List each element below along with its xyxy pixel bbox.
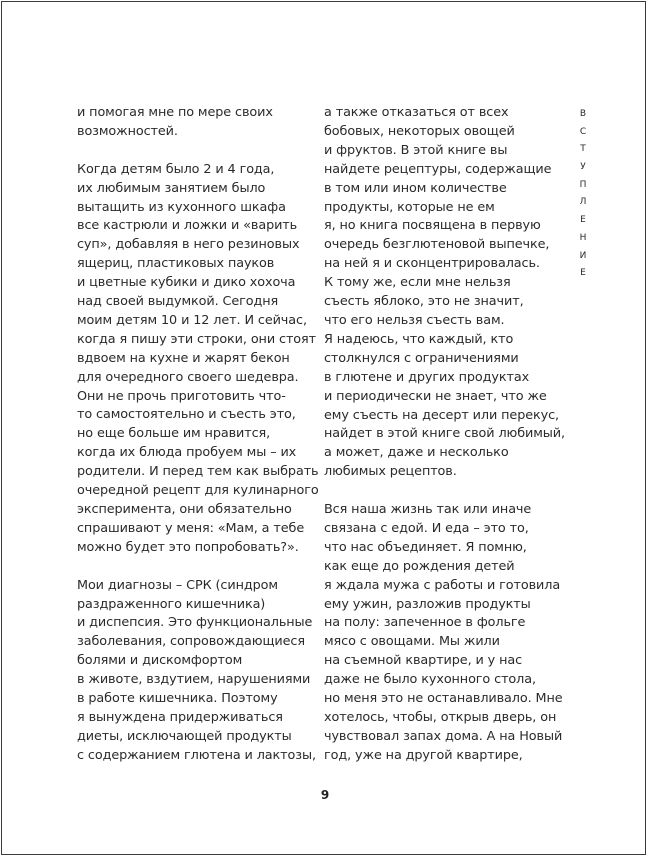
text-line: и фруктов. В этой книге вы <box>324 142 508 158</box>
text-line: заболевания, сопровождающиеся <box>77 634 305 650</box>
text-line: столкнулся с ограничениями <box>324 350 519 366</box>
text-line: но еще больше им нравится, <box>77 426 271 442</box>
right-paragraph-1 <box>324 104 564 482</box>
text-line: на полу: запеченное в фольге <box>324 615 526 631</box>
text-line: Они не прочь приготовить что- <box>77 388 286 404</box>
text-line: как еще до рождения детей <box>324 558 515 574</box>
text-line: очередь безглютеновой выпечке, <box>324 237 550 253</box>
text-line: спрашивают у меня: «Мам, а тебе <box>77 520 305 536</box>
text-line: болями и дискомфортом <box>77 653 243 669</box>
right-text-column <box>324 104 564 766</box>
text-line: когда их блюда пробуем мы – их <box>77 445 297 461</box>
text-line: ящериц, пластиковых пауков <box>77 256 275 272</box>
left-text-column <box>77 104 319 766</box>
text-line: продукты, которые не ем <box>324 199 495 215</box>
text-line: эксперимента, они обязательно <box>77 502 292 518</box>
text-line: в глютене и других продуктах <box>324 369 530 385</box>
text-line: вытащить из кухонного шкафа <box>77 199 286 215</box>
side-label-letter: Л <box>579 197 587 208</box>
side-label-letter: Т <box>580 144 586 155</box>
text-line: моим детям 10 и 12 лет. И сейчас, <box>77 312 307 328</box>
text-line: мясо с овощами. Мы жили <box>324 634 500 650</box>
text-line: над своей выдумкой. Сегодня <box>77 294 279 310</box>
text-line: что нас объединяет. Я помню, <box>324 539 527 555</box>
text-line: что его нельзя съесть вам. <box>324 312 505 328</box>
text-line: суп», добавляя в него резиновых <box>77 237 300 253</box>
text-line: Я надеюсь, что каждый, кто <box>324 331 514 347</box>
text-line: на съемной квартире, и у нас <box>324 653 523 669</box>
text-line: все кастрюли и ложки и «варить <box>77 218 298 234</box>
text-line: диеты, исключающей продукты <box>77 728 292 744</box>
text-line: съесть яблоко, это не значит, <box>324 294 524 310</box>
left-paragraph-1 <box>77 104 309 142</box>
page-number: 9 <box>320 788 330 802</box>
paragraph-gap <box>77 142 309 161</box>
side-label-letter: И <box>579 250 587 261</box>
text-line: связана с едой. И еда – это то, <box>324 520 529 536</box>
text-line: в животе, вздутием, нарушениями <box>77 672 311 688</box>
text-line: любимых рецептов. <box>324 464 457 480</box>
text-line: я, но книга посвящена в первую <box>324 218 541 234</box>
section-side-label <box>575 106 591 283</box>
text-line: найдет в этой книге свой любимый, <box>324 426 565 442</box>
text-line: я ждала мужа с работы и готовила <box>324 577 561 593</box>
text-line: найдете рецептуры, содержащие <box>324 161 552 177</box>
text-line: возможностей. <box>77 123 178 139</box>
text-line: вдвоем на кухне и жарят бекон <box>77 350 290 366</box>
text-line: но меня это не останавливало. Мне <box>324 691 563 707</box>
text-line: Мои диагнозы – СРК (синдром <box>77 577 278 593</box>
paragraph-gap <box>324 482 564 501</box>
text-line: я вынуждена придерживаться <box>77 709 283 725</box>
text-line: Вся наша жизнь так или иначе <box>324 502 532 518</box>
text-line: для очередного своего шедевра. <box>77 369 299 385</box>
side-label-letter: У <box>580 162 586 173</box>
text-line: их любимым занятием было <box>77 180 266 196</box>
text-line: К тому же, если мне нельзя <box>324 275 511 291</box>
text-line: а может, даже и несколько <box>324 445 509 461</box>
text-line: когда я пишу эти строки, они стоят <box>77 331 316 347</box>
text-line: и периодически не знает, что же <box>324 388 547 404</box>
text-line: в работе кишечника. Поэтому <box>77 691 278 707</box>
side-label-letter: Е <box>580 215 586 226</box>
side-label-letter: Е <box>580 268 586 279</box>
text-line: ему съесть на десерт или перекус, <box>324 407 559 423</box>
text-line: родители. И перед тем как выбрать <box>77 464 319 480</box>
left-paragraph-3 <box>77 577 316 766</box>
text-line: раздраженного кишечника) <box>77 596 266 612</box>
text-line: даже не было кухонного стола, <box>324 672 536 688</box>
text-line: то самостоятельно и съесть это, <box>77 407 296 423</box>
text-line: и диспепсия. Это функциональные <box>77 615 313 631</box>
text-line: ему ужин, разложив продукты <box>324 596 531 612</box>
text-line: на ней я и сконцентрировалась. <box>324 256 540 272</box>
right-paragraph-2 <box>324 501 564 766</box>
side-label-letter: С <box>579 126 587 137</box>
left-paragraph-2 <box>77 161 319 558</box>
text-line: хотелось, чтобы, открыв дверь, он <box>324 709 557 725</box>
text-line: чувствовал запах дома. А на Новый <box>324 728 563 744</box>
text-line: бобовых, некоторых овощей <box>324 123 515 139</box>
side-label-letter: П <box>579 179 587 190</box>
text-line: и цветные кубики и дико хохоча <box>77 275 296 291</box>
paragraph-gap <box>77 558 309 577</box>
side-label-letter: В <box>579 109 587 119</box>
text-line: и помогая мне по мере своих <box>77 105 273 120</box>
text-line: с содержанием глютена и лактозы, <box>77 747 316 763</box>
side-label-letter: Н <box>579 232 587 243</box>
text-line: год, уже на другой квартире, <box>324 747 523 763</box>
text-line: Когда детям было 2 и 4 года, <box>77 161 275 177</box>
text-line: очередной рецепт для кулинарного <box>77 483 319 499</box>
text-line: а также отказаться от всех <box>324 105 509 120</box>
text-line: в том или ином количестве <box>324 180 507 196</box>
text-line: можно будет это попробовать?». <box>77 539 299 555</box>
